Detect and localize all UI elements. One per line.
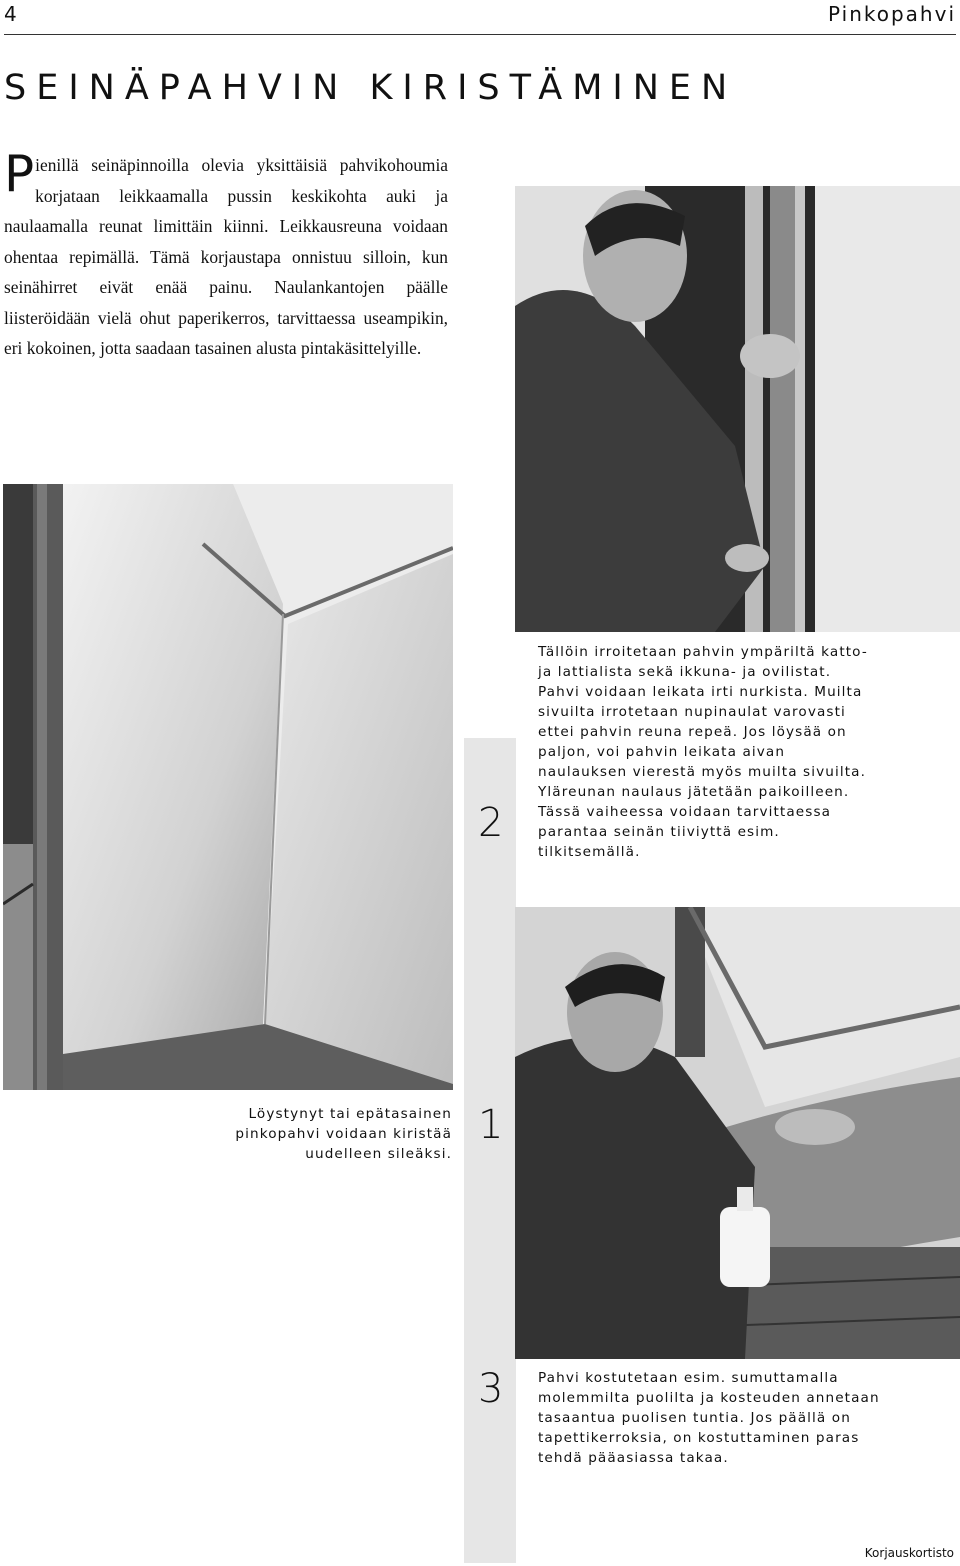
photo-man-doorframe [515, 186, 960, 632]
photo-man-doorframe-image [515, 186, 960, 632]
photo-room-corner [3, 484, 453, 1090]
running-title: Pinkopahvi [828, 2, 956, 26]
photo-man-spraying [515, 907, 960, 1359]
step-1-caption: Löystynyt tai epätasainen pinkopahvi voidaan kiristää uudelleen sileäksi. [235, 1106, 452, 1162]
step-number-3: 3 [478, 1366, 504, 1412]
article-title: SEINÄPAHVIN KIRISTÄMINEN [4, 68, 738, 108]
intro-paragraph [4, 145, 448, 364]
page-number: 4 [4, 2, 17, 26]
photo-room-corner-image [3, 484, 453, 1090]
drop-cap: P [4, 145, 35, 203]
step-number-1: 1 [478, 1102, 504, 1148]
footer-label: Korjauskortisto [864, 1546, 954, 1560]
step-number-strip [464, 738, 516, 1563]
intro-text: ienillä seinäpinnoilla olevia yksittäisiä pahvikohoumia korjataan leikkaamalla pussin keskikohta auki ja naulaamalla reunat limittäin kiinni. Leikkausreuna voidaan ohentaa repimällä. Tämä korjaustapa onnistuu silloin, kun seinähirret eivät enää painu. Naulankantojen päälle liisteröidään vielä ohut paperikerros, tarvittaessa useampikin, eri kokoinen, jotta saadaan tasainen alusta pintakäsittelyille. [4, 155, 448, 358]
step-number-2: 2 [478, 800, 504, 846]
photo-man-spraying-image [515, 907, 960, 1359]
step-2-caption: Tällöin irroitetaan pahvin ympäriltä katto- ja lattialista sekä ikkuna- ja ovilistat. Pahvi voidaan leikata irti nurkista. Muilta sivuilta irrotetaan nupinaulat varovasti ettei pahvin reuna repeä. Jos löysää on paljon, voi pahvin leikata aivan naulauksen vierestä myös muilta sivuilta. Yläreunan naulaus jätetään paikoilleen. Tässä vaiheessa voidaan tarvittaessa parantaa seinän tiiviyttä esim. tilkitsemällä. [538, 644, 868, 860]
step-3-caption: Pahvi kostutetaan esim. sumuttamalla molemmilta puolilta ja kosteuden annetaan tasaantua puolisen tuntia. Jos päällä on tapettikerroksia, on kostuttaminen paras tehdä pääasiassa takaa. [538, 1370, 880, 1466]
header-rule [4, 34, 956, 35]
